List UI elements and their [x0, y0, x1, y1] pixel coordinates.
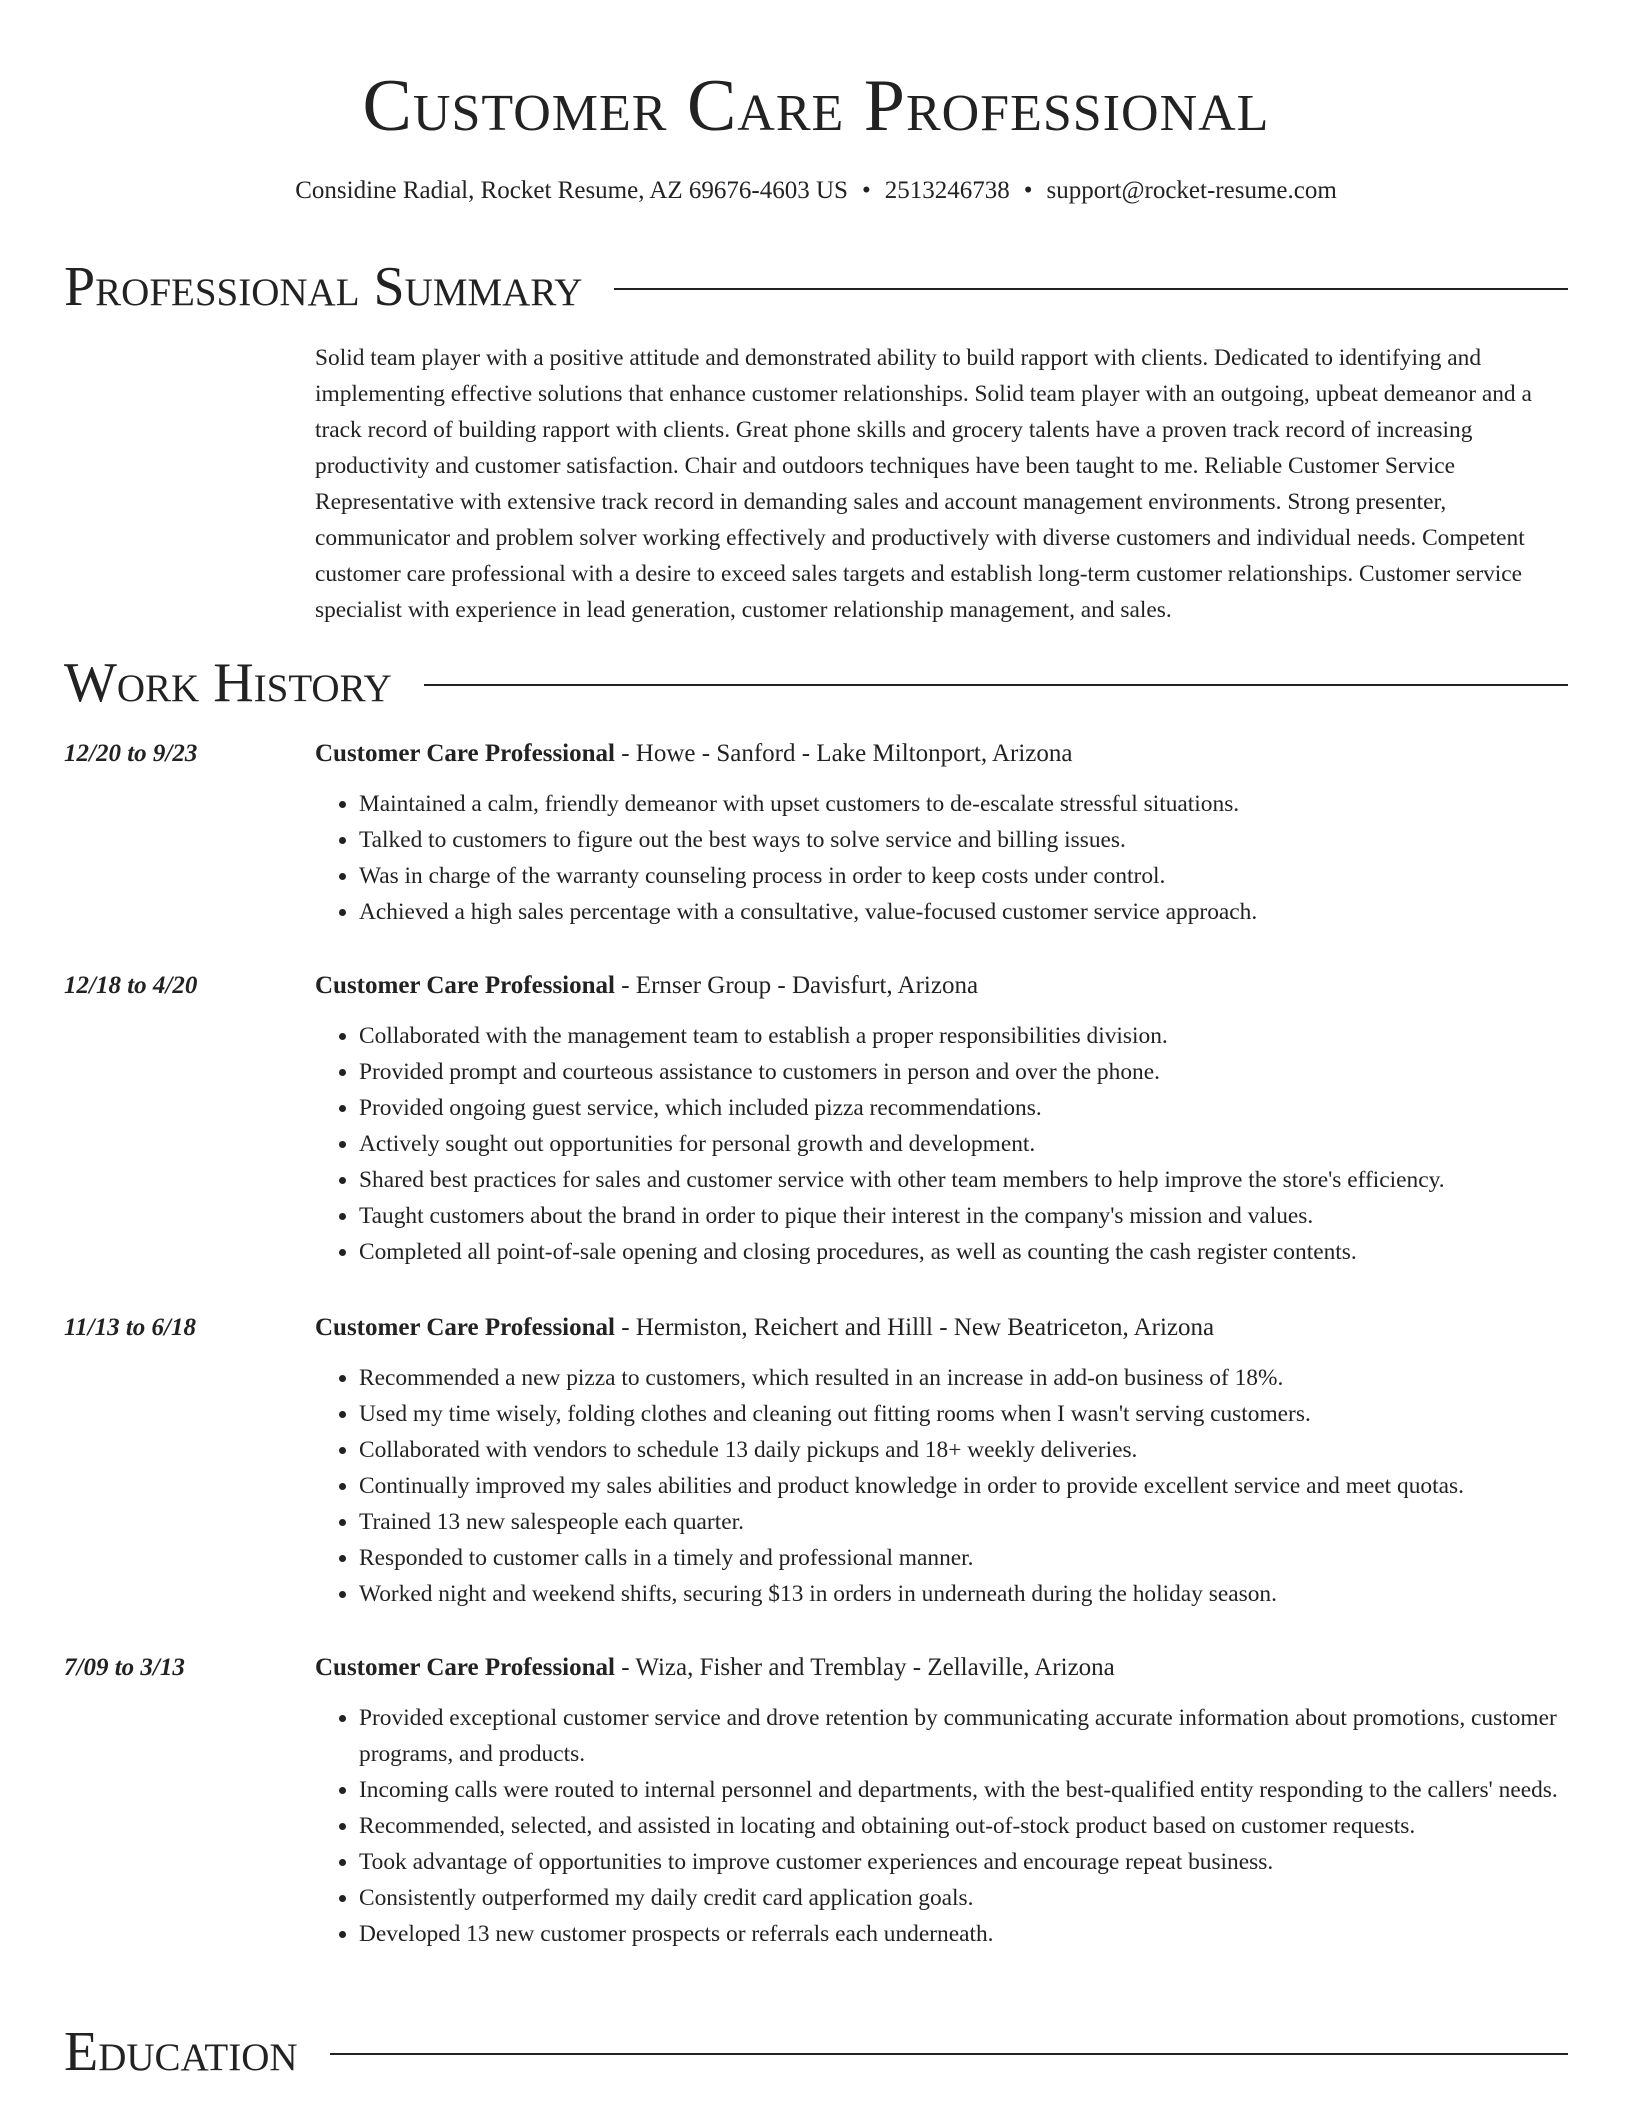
job-bullet: • Shared best practices for sales and customer service with other team members to help improve the store's efficiency. [359, 1162, 1614, 1198]
section-divider [424, 684, 1568, 686]
job-role: Customer Care Professional [315, 1654, 615, 1681]
job-bullet: • Continually improved my sales abilities and product knowledge in order to provide excellent service and meet quotas. [359, 1468, 1614, 1504]
job-bullet: • Taught customers about the brand in order to pique their interest in the company's mission and values. [359, 1198, 1614, 1234]
job-role: Customer Care Professional [315, 740, 615, 767]
job-title-line [315, 736, 1570, 772]
job-bullets [315, 786, 1614, 930]
job-bullet: • Responded to customer calls in a timely and professional manner. [359, 1540, 1614, 1576]
job-employer-location: - Ernser Group - Davisfurt, Arizona [614, 972, 979, 999]
job-role: Customer Care Professional [315, 1314, 615, 1341]
job-bullets [315, 1018, 1614, 1270]
work-history-section-title: Work History [64, 652, 392, 714]
summary-section-header [64, 254, 1568, 320]
job-bullet: • Developed 13 new customer prospects or referrals each underneath. [359, 1916, 1614, 1952]
job-bullet: • Provided prompt and courteous assistance to customers in person and over the phone. [359, 1054, 1614, 1090]
job-bullet: • Achieved a high sales percentage with a consultative, value-focused customer service approach. [359, 894, 1614, 930]
candidate-name: Customer Care Professional [362, 65, 1270, 147]
education-section-header [64, 2019, 1568, 2085]
job-bullet: • Used my time wisely, folding clothes and cleaning out fitting rooms when I wasn't serving customers. [359, 1396, 1614, 1432]
job-bullet: • Incoming calls were routed to internal personnel and departments, with the best-qualified entity responding to the callers' needs. [359, 1772, 1614, 1808]
job-dates: 7/09 to 3/13 [64, 1654, 185, 1681]
contact-line [0, 174, 1632, 208]
job-bullet: • Actively sought out opportunities for personal growth and development. [359, 1126, 1614, 1162]
job-title-line [315, 968, 1570, 1004]
summary-section-title: Professional Summary [64, 256, 583, 318]
job-bullet: • Trained 13 new salespeople each quarter. [359, 1504, 1614, 1540]
job-role: Customer Care Professional [315, 972, 615, 999]
job-bullet: • Consistently outperformed my daily credit card application goals. [359, 1880, 1614, 1916]
contact-separator: • [861, 177, 871, 204]
job-dates: 12/18 to 4/20 [64, 972, 198, 999]
contact-phone: 2513246738 [884, 177, 1010, 204]
job-bullet: • Completed all point-of-sale opening and closing procedures, as well as counting the cash register contents. [359, 1234, 1614, 1270]
job-bullet: • Talked to customers to figure out the best ways to solve service and billing issues. [359, 822, 1614, 858]
job-dates: 12/20 to 9/23 [64, 740, 198, 767]
job-bullet: • Worked night and weekend shifts, securing $13 in orders in underneath during the holiday season. [359, 1576, 1614, 1612]
job-bullet: • Collaborated with the management team to establish a proper responsibilities division. [359, 1018, 1614, 1054]
job-title-line [315, 1310, 1570, 1346]
job-title-line [315, 1650, 1570, 1686]
job-bullet: • Collaborated with vendors to schedule 13 daily pickups and 18+ weekly deliveries. [359, 1432, 1614, 1468]
job-bullet: • Maintained a calm, friendly demeanor with upset customers to de-escalate stressful situations. [359, 786, 1614, 822]
work-history-section-header [64, 650, 1568, 716]
contact-address: Considine Radial, Rocket Resume, AZ 69676-4603 US [295, 177, 848, 204]
job-bullet: • Recommended a new pizza to customers, which resulted in an increase in add-on business of 18%. [359, 1360, 1614, 1396]
job-bullet: • Took advantage of opportunities to improve customer experiences and encourage repeat business. [359, 1844, 1614, 1880]
contact-separator: • [1023, 177, 1033, 204]
job-bullets [315, 1700, 1614, 1952]
job-bullet: • Was in charge of the warranty counseling process in order to keep costs under control. [359, 858, 1614, 894]
job-employer-location: - Howe - Sanford - Lake Miltonport, Arizona [614, 740, 1073, 767]
job-employer-location: - Wiza, Fisher and Tremblay - Zellaville, Arizona [614, 1654, 1115, 1681]
job-dates: 11/13 to 6/18 [64, 1314, 196, 1341]
job-bullet: • Provided ongoing guest service, which included pizza recommendations. [359, 1090, 1614, 1126]
job-bullet: • Provided exceptional customer service and drove retention by communicating accurate information about promotions, customer programs, and products. [359, 1700, 1614, 1772]
section-divider [330, 2053, 1568, 2055]
section-divider [614, 288, 1568, 290]
summary-text: Solid team player with a positive attitude and demonstrated ability to build rapport with clients. Dedicated to identifying and implementing effective solutions that enhance customer relationships. Solid team player with an outgoing, upbeat demeanor and a track record of building rapport with clients. Great phone skills and grocery talents have a proven track record of increasing productivity and customer satisfaction. Chair and outdoors techniques have been taught to me. Reliable Customer Service Representative with extensive track record in demanding sales and account management environments. Strong presenter, communicator and problem solver working effectively and productively with diverse customers and individual needs. Competent customer care professional with a desire to exceed sales targets and establish long-term customer relationships. Customer service specialist with experience in lead generation, customer relationship management, and sales. [315, 345, 1532, 623]
job-employer-location: - Hermiston, Reichert and Hilll - New Beatriceton, Arizona [614, 1314, 1215, 1341]
contact-email: support@rocket-resume.com [1046, 177, 1337, 204]
job-bullets [315, 1360, 1614, 1612]
job-bullet: • Recommended, selected, and assisted in locating and obtaining out-of-stock product based on customer requests. [359, 1808, 1614, 1844]
education-section-title: Education [64, 2021, 298, 2083]
